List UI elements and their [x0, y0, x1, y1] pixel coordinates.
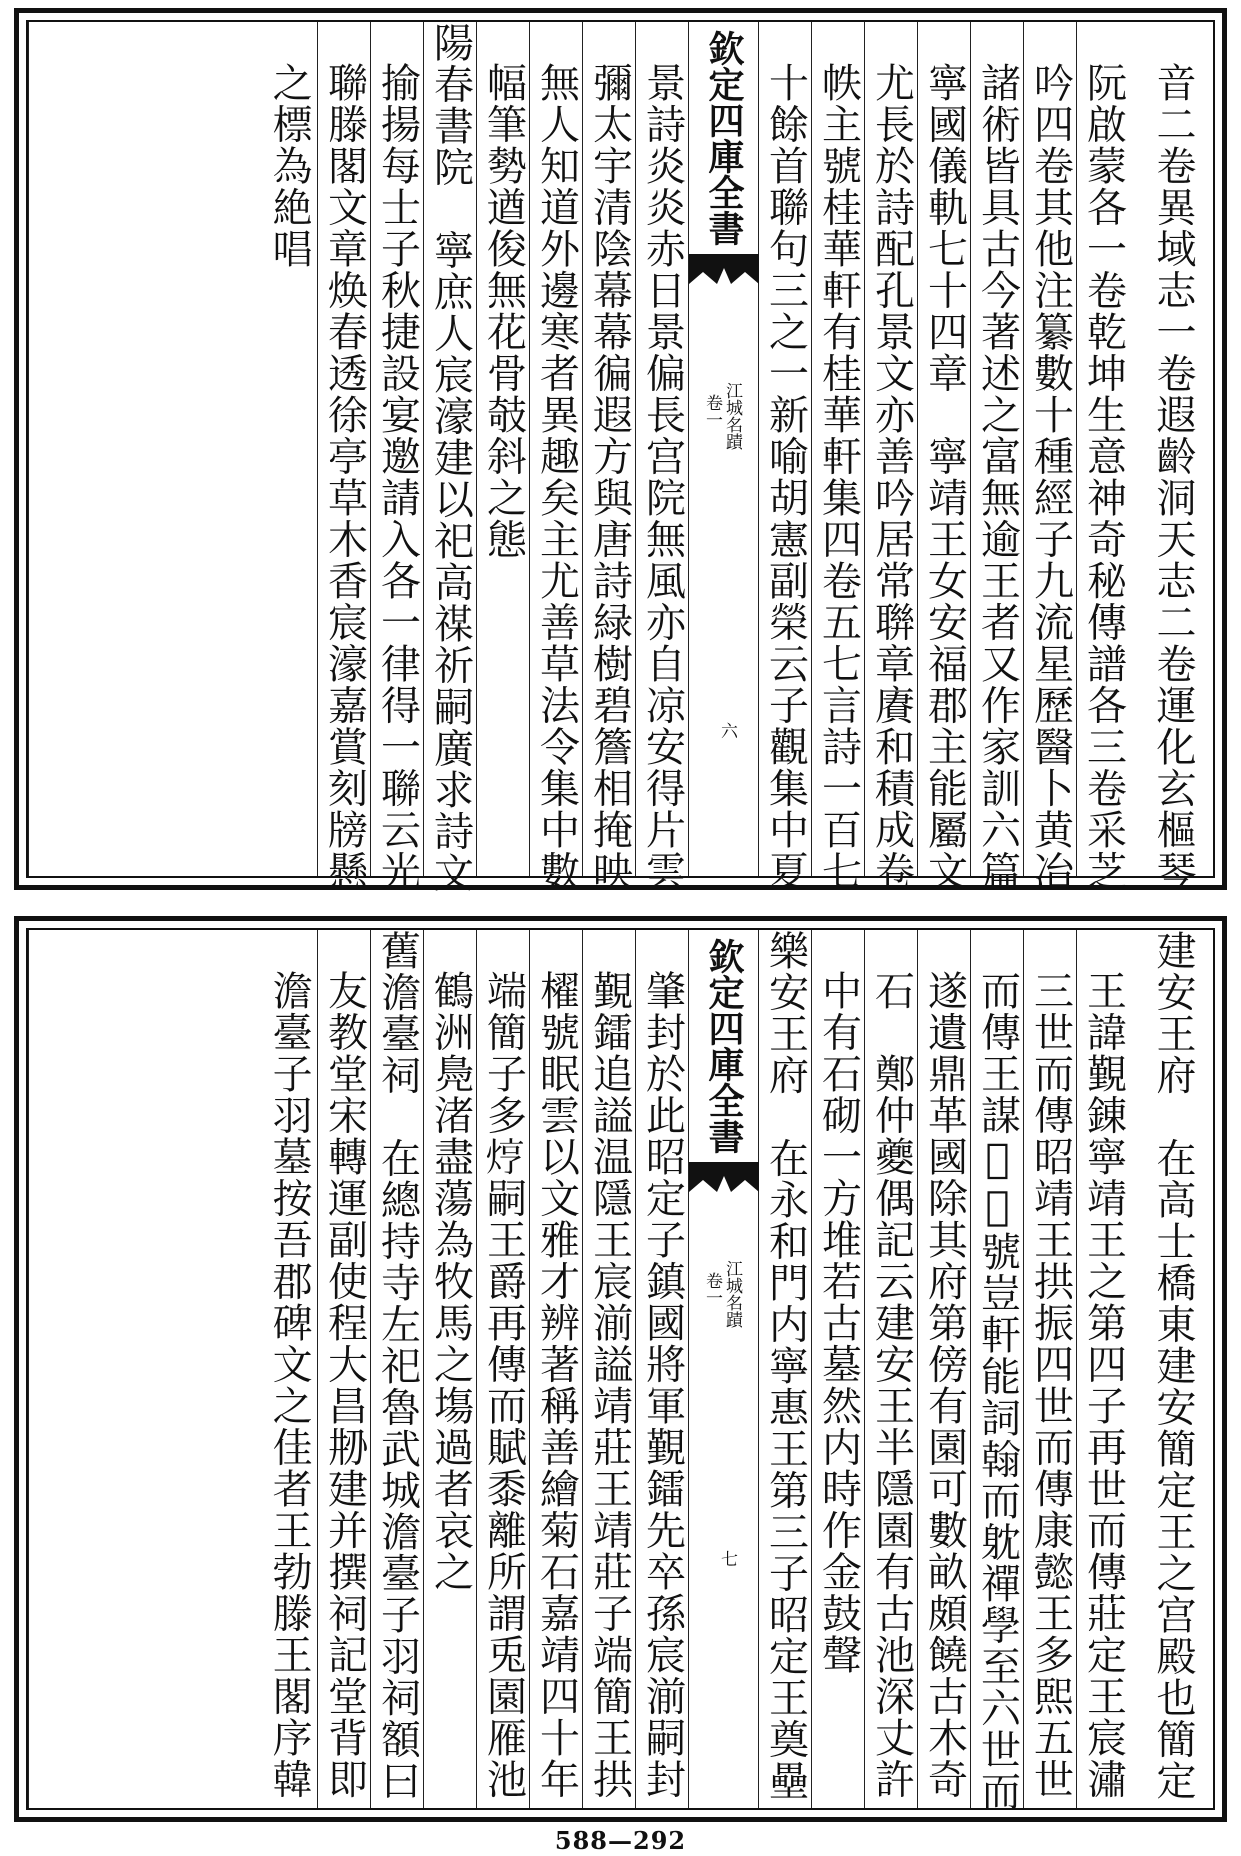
text-column	[370, 22, 424, 892]
column-text: 揄揚每士子秋捷設宴邀請入各一律得一聯云光	[374, 62, 421, 892]
book-title: 江城名蹟	[722, 1260, 742, 1328]
column-text: 景詩炎炎赤日景偏長宫院無風亦自凉安得片雲	[639, 62, 686, 892]
fish-tail-mark	[689, 1162, 759, 1206]
top-page	[14, 8, 1227, 894]
column-text: 建安王府 在高士橋東建安簡定王之宫殿也簡定	[1150, 930, 1196, 1802]
column-text: 肇封於此昭定子鎮國將軍覲鐳先卒孫宸湔嗣封	[639, 970, 686, 1800]
text-column	[917, 930, 971, 1808]
text-column	[1129, 930, 1217, 1808]
column-text: 聯滕閣文章焕春透徐亭草木香宸濠嘉賞刻牓懸	[321, 62, 368, 892]
column-text: 尤長於詩配孔景文亦善吟居常聨章賡和積成卷	[868, 62, 915, 892]
text-column	[917, 22, 971, 892]
column-text: 舊澹臺祠 在總持寺左祀魯武城澹臺子羽祠額曰	[374, 930, 421, 1802]
column-text: 而傳王謀𤛓𤛓號豈軒能詞翰而躭禪學至六世而	[974, 970, 1021, 1812]
text-column	[28, 22, 318, 876]
column-text: 端簡子多𤈽嗣王爵再傳而賦黍離所謂兎園雁池	[480, 970, 527, 1800]
text-column	[635, 22, 689, 892]
column-text: 阮啟蒙各一卷乾坤生意神奇秘傳譜各三卷采芝	[1080, 62, 1127, 892]
column-text: 覲鐳追謚温隱王宸湔謚靖莊王靖莊子端簡王拱	[586, 970, 633, 1800]
text-column	[28, 930, 318, 1808]
column-text: 樂安王府 在永和門内寧惠王第三子昭定王奠壘	[762, 930, 809, 1802]
center-fold	[688, 930, 759, 1808]
text-column	[529, 22, 583, 892]
text-column	[1129, 22, 1217, 892]
text-column	[758, 22, 812, 892]
volume-label: 卷一	[702, 1272, 722, 1306]
bottom-page	[14, 916, 1227, 1822]
column-text: 遂遺鼎革國除其府第傍有園可數畝頗饒古木奇	[921, 970, 968, 1800]
column-text: 友教堂宋轉運副使程大昌刱建并撰祠記堂背即	[321, 970, 368, 1800]
text-column	[811, 22, 865, 892]
page-number: 七	[717, 1550, 737, 1567]
column-text: 彌太宇清陰幕幕徧遐方與唐詩緑樹碧簷相掩映	[586, 62, 633, 892]
text-column	[423, 930, 477, 1808]
column-text: 音二卷異域志一卷遐齡洞天志二卷運化玄樞琴	[1150, 62, 1196, 892]
book-title: 江城名蹟	[722, 382, 742, 450]
column-text: 石 鄭仲夔偶記云建安王半隱園有古池深丈許	[868, 970, 915, 1800]
text-column	[476, 930, 530, 1808]
column-text: 之標為絶唱	[266, 62, 313, 270]
text-column	[1076, 930, 1130, 1808]
page-footer-number: 588—292	[554, 1826, 687, 1855]
text-column	[582, 22, 636, 892]
text-column	[864, 22, 918, 892]
text-column	[970, 930, 1024, 1812]
text-column	[1076, 22, 1130, 892]
text-column	[370, 930, 424, 1808]
column-text: 寧國儀軌七十四章 寧靖王女安福郡主能屬文	[921, 62, 968, 892]
top-page-frame	[26, 20, 1215, 894]
center-title: 欽定四庫全書	[703, 30, 745, 246]
column-text: 諸術皆具古今著述之富無逾王者又作家訓六篇	[974, 62, 1021, 892]
column-text: 十餘首聯句三之一新喻胡憲副榮云子觀集中夏	[762, 62, 809, 892]
text-column	[864, 930, 918, 1808]
text-column	[758, 930, 812, 1808]
column-text: 陽春書院 寧庶人宸濠建以祀高禖祈嗣廣求詩文	[427, 22, 474, 894]
center-title: 欽定四庫全書	[703, 938, 745, 1154]
column-text: 三世而傳昭靖王拱振四世而傳康懿王多𤋮五世	[1027, 970, 1074, 1800]
text-column	[582, 930, 636, 1808]
center-fold	[688, 22, 759, 876]
text-column	[529, 930, 583, 1808]
column-text: 幅筆勢遒俊無花骨攲斜之態	[480, 62, 527, 560]
column-text: 王諱覲錬寧靖王之第四子再世而傳莊定王宸潚	[1080, 970, 1127, 1800]
fish-tail-mark	[689, 254, 759, 298]
column-text: 鶴洲鳧渚盡蕩為牧馬之塲過者哀之	[427, 970, 474, 1593]
column-text: 櫂號眠雲以文雅才辨著稱善繪菊石嘉靖四十年	[533, 970, 580, 1800]
page-number: 六	[717, 722, 737, 739]
text-column	[1023, 930, 1077, 1808]
text-column	[476, 22, 530, 876]
text-column	[1023, 22, 1077, 892]
volume-label: 卷一	[702, 394, 722, 428]
text-column	[811, 930, 865, 1808]
column-text: 中有石砌一方堆若古墓然内時作金鼓聲	[815, 970, 862, 1676]
text-column	[635, 930, 689, 1808]
column-text: 澹臺子羽墓按吾郡碑文之佳者王勃滕王閣序韓	[266, 970, 313, 1800]
column-text: 無人知道外邊寒者異趣矣主尤善草法令集中數	[533, 62, 580, 892]
text-column	[970, 22, 1024, 892]
text-column	[317, 930, 371, 1808]
column-text: 吟四卷其他注纂數十種經子九流星歷醫卜黄冶	[1027, 62, 1074, 892]
bottom-page-frame	[26, 928, 1215, 1810]
text-column	[423, 22, 477, 894]
text-column	[317, 22, 371, 892]
column-text: 帙主號桂華軒有桂華軒集四卷五七言詩一百七	[815, 62, 862, 892]
